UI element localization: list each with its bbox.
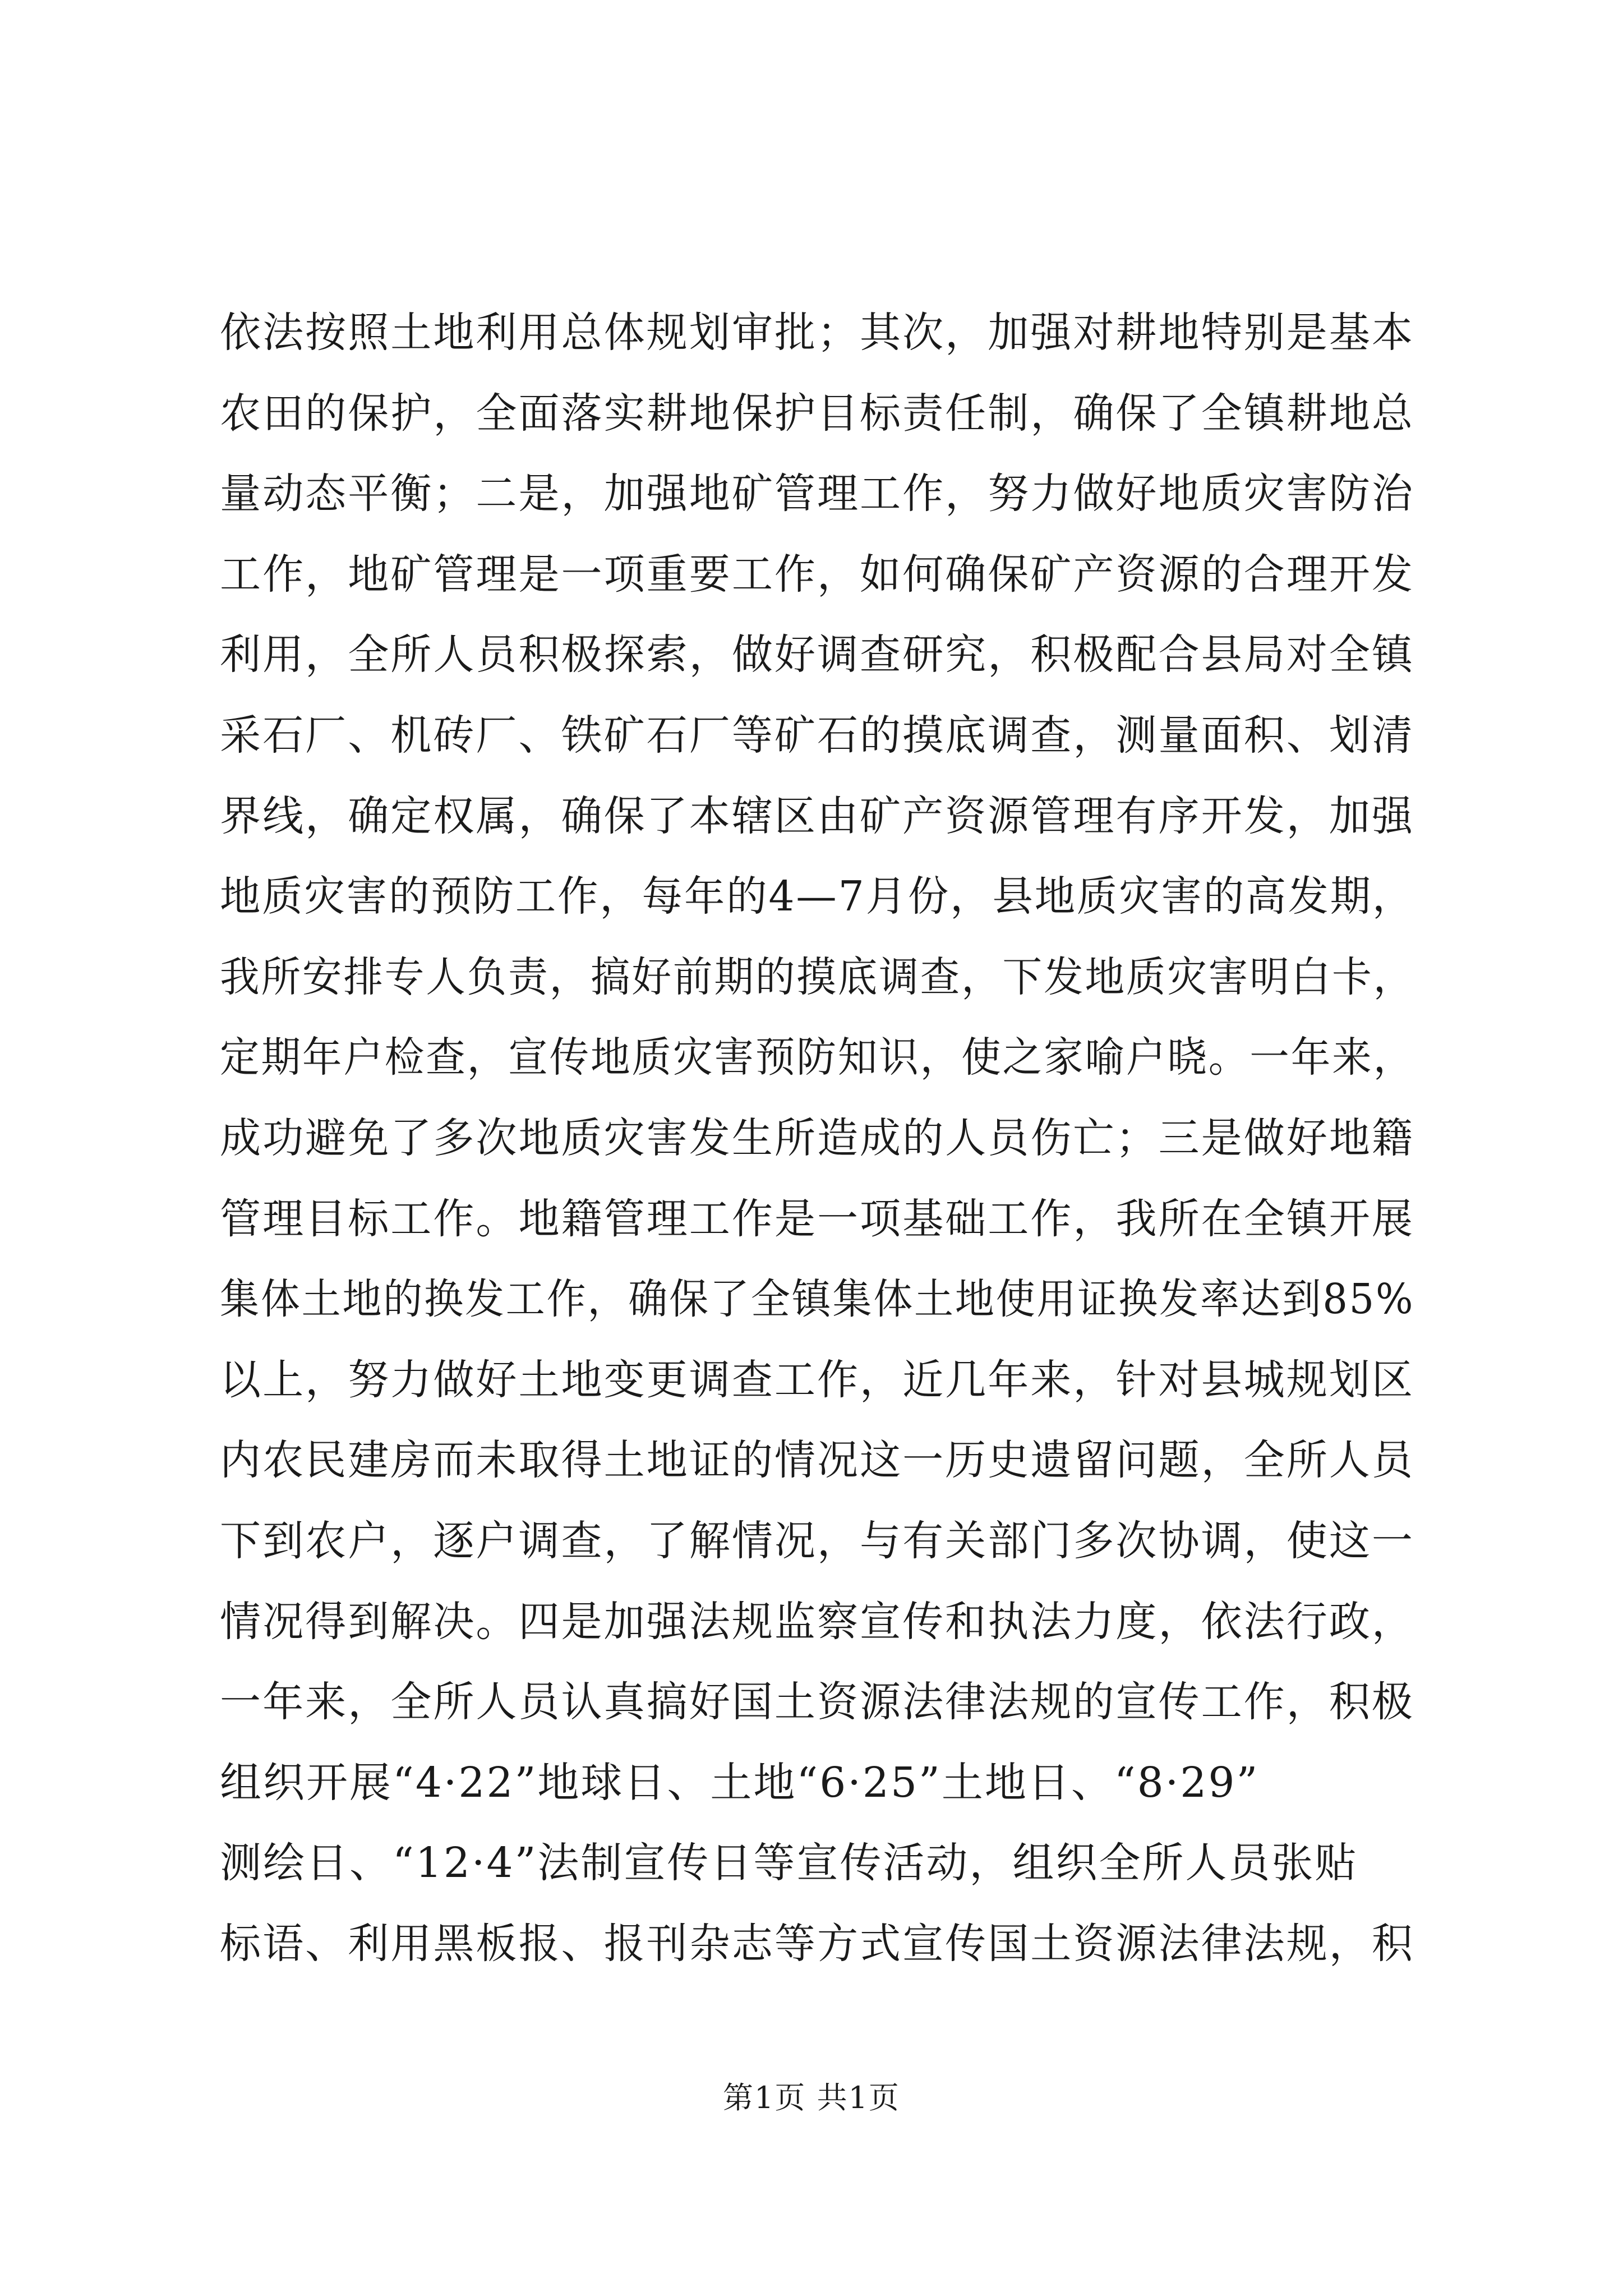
text-line: 下到农户，逐户调查，了解情况，与有关部门多次协调，使这一 [220,1516,1414,1565]
text-line: 量动态平衡；二是，加强地矿管理工作，努力做好地质灾害防治 [220,470,1414,518]
body-text [220,293,1414,1984]
text-line: 采石厂、机砖厂、铁矿石厂等矿石的摸底调查，测量面积、划清 [220,711,1414,760]
text-line: 农田的保护，全面落实耕地保护目标责任制，确保了全镇耕地总 [220,389,1414,438]
text-line: 地质灾害的预防工作，每年的4—7月份，县地质灾害的高发期， [220,872,1415,921]
text-line: 组织开展“4·22”地球日、土地“6·25”土地日、“8·29” [220,1758,1260,1807]
text-line: 定期年户检查，宣传地质灾害预防知识，使之家喻户晓。一年来， [220,1033,1415,1082]
text-line: 内农民建房而未取得土地证的情况这一历史遗留问题，全所人员 [220,1436,1414,1485]
page-footer [0,2078,1623,2118]
text-line: 情况得到解决。四是加强法规监察宣传和执法力度，依法行政， [220,1597,1414,1646]
text-line: 依法按照土地利用总体规划审批；其次，加强对耕地特别是基本 [220,309,1414,357]
text-line: 标语、利用黑板报、报刊杂志等方式宣传国土资源法律法规，积 [220,1919,1414,1968]
text-line: 以上，努力做好土地变更调查工作，近几年来，针对县城规划区 [220,1355,1414,1404]
text-line: 管理目标工作。地籍管理工作是一项基础工作，我所在全镇开展 [220,1194,1414,1243]
text-line: 一年来，全所人员认真搞好国土资源法律法规的宣传工作，积极 [220,1678,1414,1727]
text-line: 我所安排专人负责，搞好前期的摸底调查，下发地质灾害明白卡， [220,953,1415,1001]
page-number-label: 第1页 共1页 [723,2080,900,2115]
text-line: 集体土地的换发工作，确保了全镇集体土地使用证换发率达到85% [220,1275,1415,1324]
text-line: 工作，地矿管理是一项重要工作，如何确保矿产资源的合理开发 [220,550,1414,599]
text-line: 界线，确定权属，确保了本辖区由矿产资源管理有序开发，加强 [220,792,1414,840]
text-line: 测绘日、“12·4”法制宣传日等宣传活动，组织全所人员张贴 [220,1839,1358,1888]
text-line: 利用，全所人员积极探索，做好调查研究，积极配合县局对全镇 [220,631,1414,679]
text-line: 成功避免了多次地质灾害发生所造成的人员伤亡；三是做好地籍 [220,1114,1414,1162]
